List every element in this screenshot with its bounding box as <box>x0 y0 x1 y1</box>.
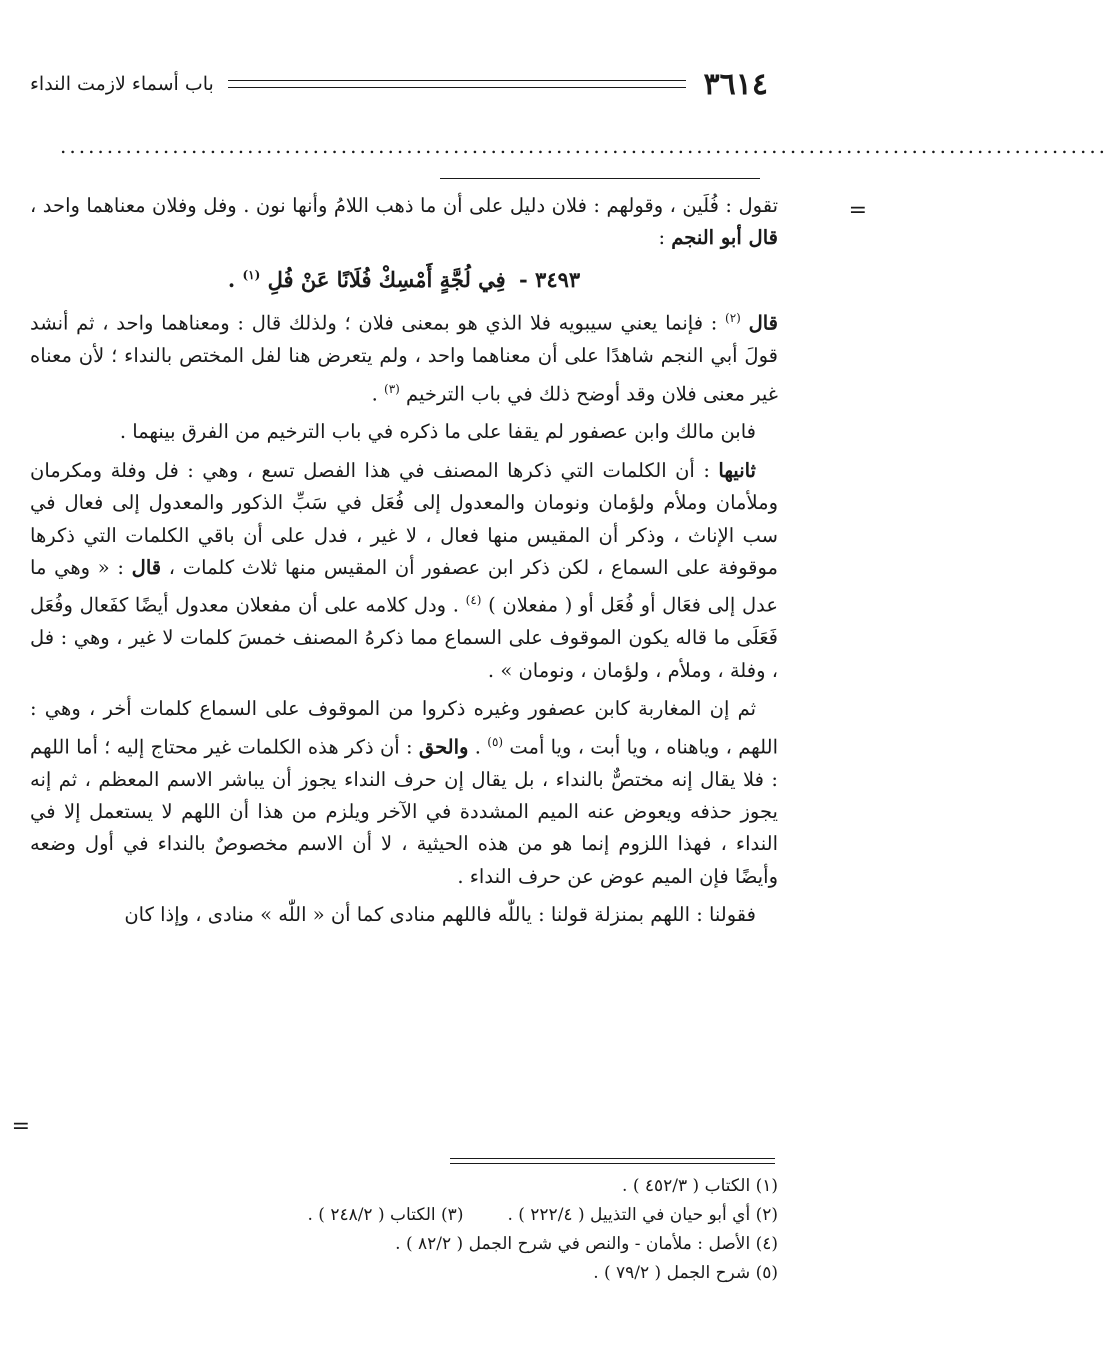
footnote-ref: (٣) <box>384 381 400 396</box>
bold-term: قال أبو النجم <box>671 226 778 250</box>
paragraph-6: فقولنا : اللهم بمنزلة قولنا : ياللّٰه فاللهم منادى كما أن « اللّٰه » منادى ، وإذا كان <box>124 903 756 927</box>
paragraph-1: تقول : فُلَين ، وقولهم : فلان دليل على أن ما ذهب اللامُ وأنها نون . وفل وفلان معناهما واحد ، قال أبو النجم : <box>30 194 778 250</box>
continuation-mark-end: = <box>11 1114 30 1139</box>
page-header <box>30 62 768 106</box>
footnote-ref: (١) <box>242 267 261 282</box>
paragraph-4: ثانيها : أن الكلمات التي ذكرها المصنف في هذا الفصل تسع ، وهي : فل وفلة ومكرمان وملأمان وملأم ولؤمان ونومان والمعدول إلى فُعَل في سَبِّ الذكور والمعدول إلى فعال في سب الإناث ، وذكر أن المقيس منها فعال ، لا غير ، فدل على أن باقي الكلمات التي ذكرها موقوفة على السماع ، لكن ذكر ابن عصفور أن المقيس منها ثلاث كلمات ، قال : « وهي ما عدل إلى فعَال أو فُعَل أو ( مفعلان ) $^{(٤)}$ . ودل كلامه على أن مفعلان معدول أيضًا كفَعال وفُعَل فَعَلَى ما قاله يكون الموقوف على السماع مما ذكرهُ المصنف خمسَ كلمات لا غير ، وهي : فل ، وفلة ، وملأم ، ولؤمان ، ونومان » . <box>30 458 778 682</box>
footnote-item: (٢) أي أبو حيان في التذييل ( ٢٢٢/٤ ) . (٣) الكتاب ( ٢٤٨/٢ ) . <box>307 1205 778 1225</box>
header-rule <box>228 80 686 88</box>
bold-term: قال <box>131 556 162 580</box>
bold-term: ثانيها <box>718 458 756 482</box>
paragraph-2: قال $^{(٢)}$ : فإنما يعني سيبويه فلا الذي هو بمعنى فلان ؛ ولذلك قال : ومعناهما واحد ، ثم أنشد قولَ أبي النجم شاهدًا على أن معناهما واحد ، ولم يتعرض هنا لفل المختص بالنداء ؛ لأن معناه غير معنى فلان وقد أوضح ذلك في باب الترخيم $^{(٣)}$ . <box>30 311 778 406</box>
footnote-item: (٥) شرح الجمل ( ٧٩/٢ ) . <box>593 1263 778 1283</box>
footnote-rule <box>450 1158 775 1164</box>
footnote-ref: (٥) <box>487 734 504 749</box>
bold-term: قال <box>748 311 778 335</box>
paragraph-3: فابن مالك وابن عصفور لم يقفا على ما ذكره في باب الترخيم من الفرق بينهما . <box>119 420 756 444</box>
footnote-item: (١) الكتاب ( ٤٥٢/٣ ) . <box>622 1176 778 1196</box>
footnote-ref: (٢) <box>725 311 741 326</box>
page-number: ٣٦١٤ <box>703 66 768 102</box>
main-text <box>30 190 778 932</box>
footnote-item: (٤) الأصل : ملأمان - والنص في شرح الجمل ( ٨٢/٢ ) . <box>395 1234 778 1254</box>
chapter-title: باب أسماء لازمت النداء <box>30 73 214 95</box>
verse-text: فِي لُجَّةٍ أَمْسِكْ فُلَانًا عَنْ فُلِ <box>267 266 506 292</box>
paragraph-5: ثم إن المغاربة كابن عصفور وغيره ذكروا من الموقوف على السماع كلمات أخر ، وهي : اللهم ، وياهناه ، ويا أبت ، ويا أمت $^{(٥)}$ . والحق : أن ذكر هذه الكلمات غير محتاج إليه ؛ أما اللهم : فلا يقال إنه مختصٌّ بالنداء ، بل يقال إن حرف النداء يجوز أن يباشر الاسم المعظم ، ثم إنه يجوز حذفه ويعوض عنه الميم المشددة في الآخر ويلزم من هذا أن اللهم لا يستعمل إلا في النداء ، فهذا اللزوم إنما هو من هذه الحيثية ، لا أن الاسم مخصوصٌ بالنداء في أول وضعه وأيضًا فإن الميم عوض عن حرف النداء . <box>30 697 778 888</box>
verse-line: ٣٤٩٣ - فِي لُجَّةٍ أَمْسِكْ فُلَانًا عَنْ فُلِ $^{(١)}$ . <box>227 266 581 292</box>
dotted-separator: ................................................................................................................ <box>60 134 1108 158</box>
short-rule <box>440 178 760 179</box>
bold-term: والحق <box>418 735 469 759</box>
footnote-ref: (٤) <box>465 593 482 608</box>
footnotes <box>60 1172 778 1288</box>
continuation-mark-start: = <box>848 198 867 223</box>
verse-number: ٣٤٩٣ - <box>519 266 581 292</box>
